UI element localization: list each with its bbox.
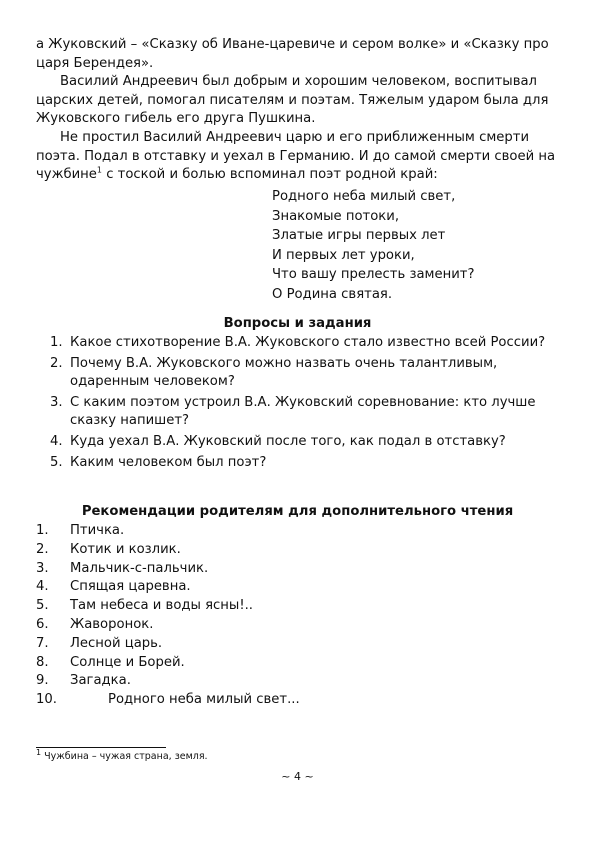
footnote bbox=[36, 747, 208, 763]
recommendations-heading: Рекомендации родителям для дополнительного чтения bbox=[81, 504, 514, 519]
item-text: Жаворонок. bbox=[70, 616, 154, 632]
item-text: Солнце и Борей. bbox=[70, 654, 185, 670]
poem-line: Знакомые потоки, bbox=[272, 208, 400, 224]
item-text: Лесной царь. bbox=[70, 635, 163, 651]
item-number: 9. bbox=[36, 673, 49, 689]
list-item bbox=[36, 541, 300, 560]
list-item bbox=[36, 560, 300, 579]
item-number: 1. bbox=[36, 523, 49, 538]
list-item bbox=[36, 522, 300, 541]
paragraph-3-text: Не простил Василий Андреевич царю и его приближенным смерти поэта. Подал в отставку и уехал в Германию. И до самой смерти своей на чужбине bbox=[36, 130, 556, 183]
item-number: 5. bbox=[50, 454, 63, 470]
footnote-mark: 1 bbox=[36, 747, 42, 757]
poem-line: О Родина святая. bbox=[272, 286, 393, 302]
list-item bbox=[36, 597, 300, 616]
item-text: Куда уехал В.А. Жуковский после того, как подал в отставку? bbox=[70, 433, 506, 449]
list-item bbox=[36, 394, 566, 431]
paragraph-3-text-end: с тоской и болью вспоминал поэт родной край: bbox=[102, 167, 438, 183]
poem-line: Златые игры первых лет bbox=[272, 228, 446, 244]
item-text: Какое стихотворение В.А. Жуковского стало известно всей России? bbox=[70, 335, 546, 350]
item-text: С каким поэтом устроил В.А. Жуковский соревнование: кто лучше сказку напишет? bbox=[70, 394, 536, 429]
item-number: 2. bbox=[50, 355, 63, 371]
list-item bbox=[36, 334, 566, 353]
paragraph-3 bbox=[36, 129, 566, 185]
list-item bbox=[36, 433, 566, 452]
list-item bbox=[36, 454, 566, 473]
paragraph-1: а Жуковский – «Сказку об Иване-царевиче и сером волке» и «Сказку про царя Берендея». bbox=[36, 37, 549, 71]
list-item bbox=[36, 691, 300, 710]
item-number: 7. bbox=[36, 635, 49, 651]
footnote-reference: 1 bbox=[96, 165, 103, 175]
item-number: 6. bbox=[36, 616, 49, 632]
item-number: 2. bbox=[36, 541, 49, 557]
recommendations-list bbox=[36, 522, 300, 710]
item-number: 10. bbox=[36, 692, 57, 708]
list-item bbox=[36, 672, 300, 691]
item-text: Родного неба милый свет... bbox=[108, 692, 300, 708]
item-number: 4. bbox=[36, 579, 49, 595]
item-number: 4. bbox=[50, 433, 63, 449]
item-text: Котик и козлик. bbox=[70, 541, 181, 557]
item-text: Птичка. bbox=[70, 523, 125, 538]
poem-line: Что вашу прелесть заменит? bbox=[272, 267, 475, 283]
item-text: Почему В.А. Жуковского можно назвать очень талантливым, одаренным человеком? bbox=[70, 355, 498, 390]
list-item bbox=[36, 654, 300, 673]
questions-list bbox=[36, 334, 566, 474]
item-number: 1. bbox=[50, 335, 63, 350]
item-text: Загадка. bbox=[70, 673, 131, 689]
poem-line: И первых лет уроки, bbox=[272, 247, 415, 263]
item-number: 3. bbox=[50, 394, 63, 410]
poem-line: Родного неба милый свет, bbox=[272, 189, 456, 204]
page-number: ~ 4 ~ bbox=[281, 770, 314, 783]
item-number: 3. bbox=[36, 560, 49, 576]
questions-heading: Вопросы и задания bbox=[223, 316, 372, 331]
item-text: Мальчик-с-пальчик. bbox=[70, 560, 209, 576]
item-text: Спящая царевна. bbox=[70, 579, 191, 595]
footnote-text: Чужбина – чужая страна, земля. bbox=[41, 751, 208, 762]
list-item bbox=[36, 578, 300, 597]
list-item bbox=[36, 616, 300, 635]
footnote-divider bbox=[36, 747, 166, 748]
item-text: Каким человеком был поэт? bbox=[70, 454, 267, 470]
list-item bbox=[36, 355, 566, 392]
item-number: 5. bbox=[36, 598, 49, 614]
paragraph-2: Василий Андреевич был добрым и хорошим человеком, воспитывал царских детей, помогал писателям и поэтам. Тяжелым ударом была для Жуковского гибель его друга Пушкина. bbox=[36, 74, 549, 127]
poem bbox=[272, 187, 474, 305]
list-item bbox=[36, 635, 300, 654]
item-number: 8. bbox=[36, 654, 49, 670]
item-text: Там небеса и воды ясны!.. bbox=[70, 598, 253, 614]
